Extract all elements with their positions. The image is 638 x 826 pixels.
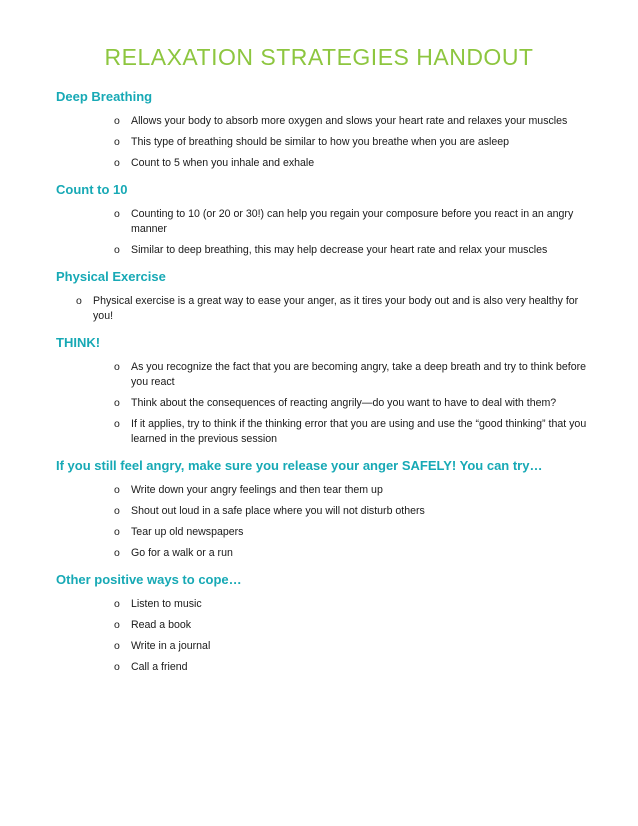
list-item xyxy=(56,360,598,390)
list-item-text: Physical exercise is a great way to ease your anger, as it tires your body out and is also very healthy for you! xyxy=(93,295,579,322)
list-item xyxy=(56,156,598,171)
bullet-icon: o xyxy=(76,295,82,307)
bullet-icon: o xyxy=(114,361,120,373)
bullet-list xyxy=(56,597,598,675)
list-item-text: Go for a walk or a run xyxy=(131,547,233,559)
list-item xyxy=(56,135,598,150)
section-heading: If you still feel angry, make sure you release your anger SAFELY! You can try… xyxy=(56,458,543,473)
section-heading: Count to 10 xyxy=(56,182,128,197)
list-item-text: Read a book xyxy=(131,619,192,631)
list-item xyxy=(56,243,598,258)
list-item xyxy=(56,207,598,237)
bullet-list xyxy=(56,360,598,447)
list-item xyxy=(56,597,598,612)
list-item-text: Think about the consequences of reacting angrily—do you want to have to deal with them? xyxy=(131,397,557,409)
bullet-list xyxy=(56,207,598,258)
list-item xyxy=(56,396,598,411)
bullet-icon: o xyxy=(114,136,120,148)
bullet-list xyxy=(56,483,598,561)
section-think xyxy=(56,335,598,447)
list-item-text: Shout out loud in a safe place where you will not disturb others xyxy=(131,505,425,517)
section-heading: Deep Breathing xyxy=(56,89,153,104)
bullet-list xyxy=(56,294,598,324)
list-item-text: As you recognize the fact that you are becoming angry, take a deep breath and try to think before you react xyxy=(131,361,587,388)
bullet-icon: o xyxy=(114,484,120,496)
section-heading: THINK! xyxy=(56,335,101,350)
list-item xyxy=(56,525,598,540)
bullet-icon: o xyxy=(114,208,120,220)
bullet-icon: o xyxy=(114,661,120,673)
list-item xyxy=(56,639,598,654)
bullet-icon: o xyxy=(114,397,120,409)
list-item-text: Tear up old newspapers xyxy=(131,526,244,538)
list-item-text: Allows your body to absorb more oxygen and slows your heart rate and relaxes your muscles xyxy=(131,115,568,127)
list-item xyxy=(56,546,598,561)
section-deep-breathing xyxy=(56,89,598,171)
list-item xyxy=(56,618,598,633)
section-heading: Physical Exercise xyxy=(56,269,166,284)
bullet-list xyxy=(56,114,598,171)
list-item-text: Similar to deep breathing, this may help decrease your heart rate and relax your muscles xyxy=(131,244,548,256)
list-item xyxy=(56,660,598,675)
bullet-icon: o xyxy=(114,505,120,517)
bullet-icon: o xyxy=(114,598,120,610)
bullet-icon: o xyxy=(114,619,120,631)
section-heading: Other positive ways to cope… xyxy=(56,572,242,587)
bullet-icon: o xyxy=(114,115,120,127)
list-item xyxy=(56,294,598,324)
list-item-text: Write in a journal xyxy=(131,640,211,652)
bullet-icon: o xyxy=(114,526,120,538)
section-physical-exercise xyxy=(56,269,598,324)
list-item-text: Counting to 10 (or 20 or 30!) can help you regain your composure before you react in an angry manner xyxy=(131,208,574,235)
list-item-text: This type of breathing should be similar to how you breathe when you are asleep xyxy=(131,136,510,148)
list-item-text: Listen to music xyxy=(131,598,202,610)
list-item-text: Call a friend xyxy=(131,661,188,673)
list-item xyxy=(56,483,598,498)
list-item xyxy=(56,114,598,129)
section-other-ways xyxy=(56,572,598,675)
bullet-icon: o xyxy=(114,418,120,430)
section-count-to-10 xyxy=(56,182,598,258)
list-item-text: Count to 5 when you inhale and exhale xyxy=(131,157,315,169)
bullet-icon: o xyxy=(114,244,120,256)
list-item xyxy=(56,417,598,447)
list-item-text: If it applies, try to think if the thinking error that you are using and use the “good thinking” that you learned in the previous session xyxy=(131,418,587,445)
page-title: RELAXATION STRATEGIES HANDOUT xyxy=(104,44,534,70)
section-release-anger xyxy=(56,458,598,561)
bullet-icon: o xyxy=(114,547,120,559)
list-item xyxy=(56,504,598,519)
bullet-icon: o xyxy=(114,640,120,652)
bullet-icon: o xyxy=(114,157,120,169)
list-item-text: Write down your angry feelings and then tear them up xyxy=(131,484,383,496)
